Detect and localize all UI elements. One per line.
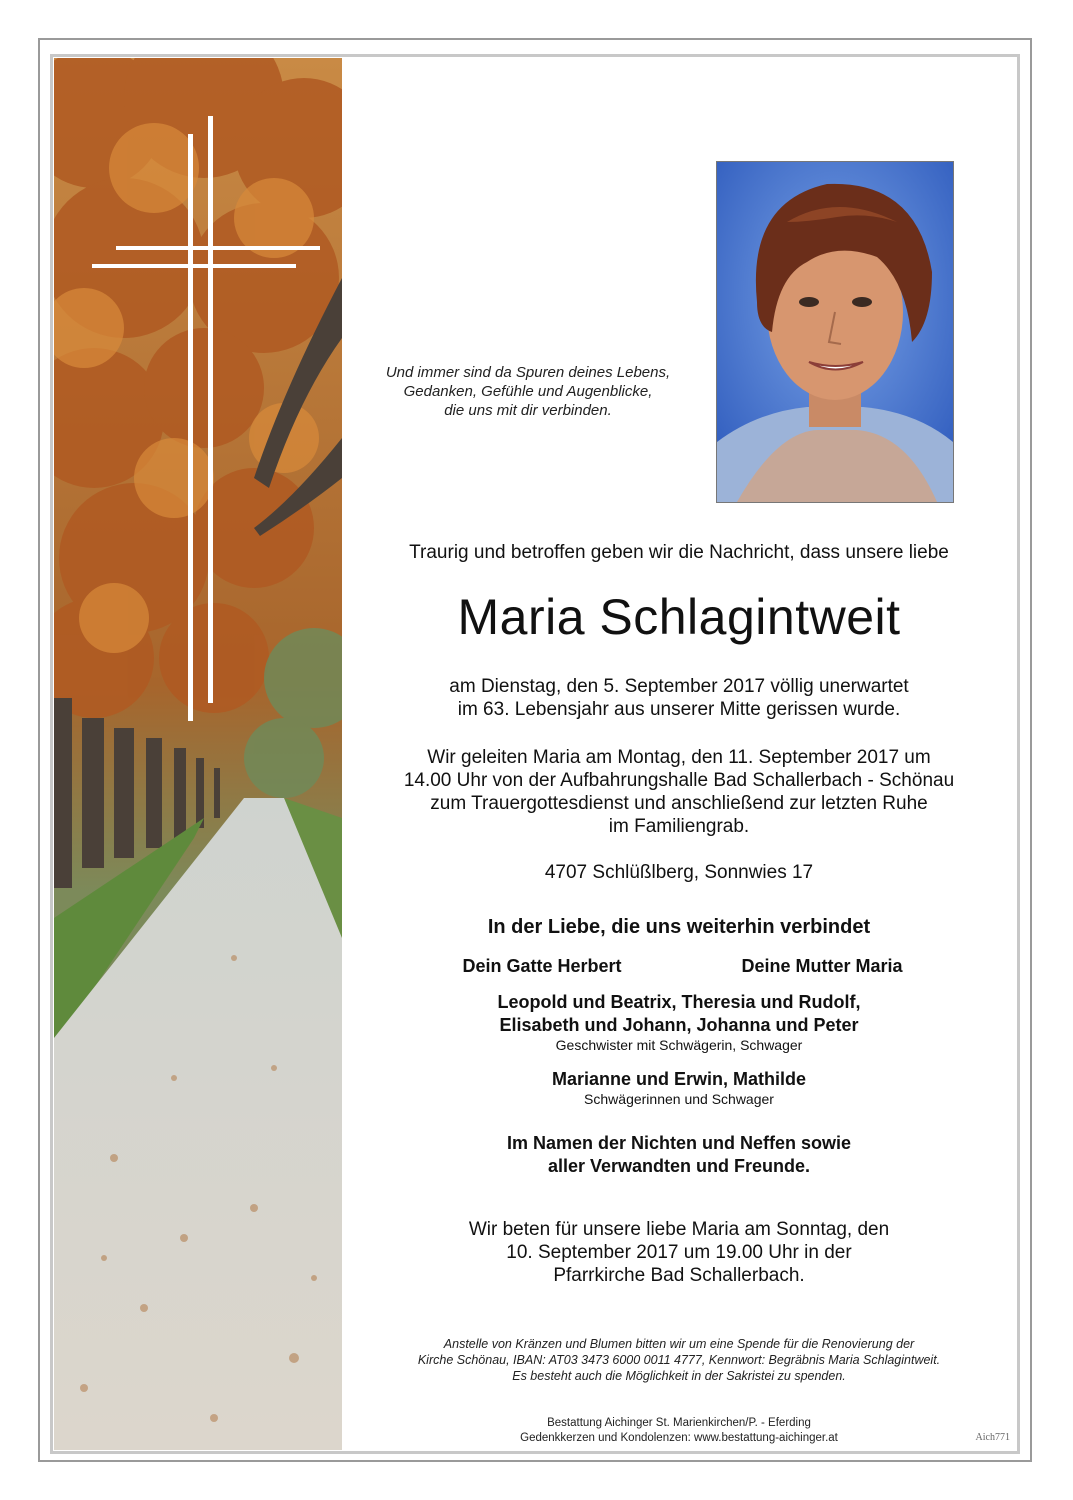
siblings-line: Elisabeth und Johann, Johanna und Peter [499,1015,859,1035]
lead-sentence: Traurig und betroffen geben wir die Nachricht, dass unsere liebe [409,542,949,563]
siblings-names [342,991,1016,1037]
quote-line: Und immer sind da Spuren deines Lebens, [385,364,671,381]
mother-name: Deine Mutter Maria [741,956,903,976]
memorial-quote [356,363,700,420]
autumn-alley-illustration [54,58,342,1450]
donation-line: Anstelle von Kränzen und Blumen bitten wir um eine Spende für die Renovierung der [443,1337,915,1351]
relatives-statement [342,1132,1016,1178]
prayer-line: Pfarrkirche Bad Schallerbach. [553,1265,805,1286]
deceased-name: Maria Schlagintweit [457,589,901,645]
siblings-note: Geschwister mit Schwägerin, Schwager [555,1037,803,1053]
donation-line: Es besteht auch die Möglichkeit in der Sakristei zu spenden. [512,1369,846,1383]
relatives-line: aller Verwandten und Freunde. [547,1156,811,1176]
mourners-heading: In der Liebe, die uns weiterhin verbindet [487,916,871,938]
donation-note [362,1336,996,1384]
prayer-info [342,1218,1016,1287]
address: 4707 Schlüßlberg, Sonnwies 17 [544,862,814,883]
husband-name: Dein Gatte Herbert [462,956,622,976]
autumn-alley-image [54,58,342,1450]
donation-line: Kirche Schönau, IBAN: AT03 3473 6000 0011 4777, Kennwort: Begräbnis Maria Schlagintweit. [417,1353,941,1367]
death-line: im 63. Lebensjahr aus unserer Mitte gerissen wurde. [457,699,901,720]
death-notice [342,675,1016,721]
prayer-line: Wir beten für unsere liebe Maria am Sonntag, den [468,1219,890,1240]
prayer-line: 10. September 2017 um 19.00 Uhr in der [506,1242,852,1263]
funeral-line: 14.00 Uhr von der Aufbahrungshalle Bad Schallerbach - Schönau [403,770,955,791]
funeral-line: Wir geleiten Maria am Montag, den 11. September 2017 um [427,747,931,768]
inlaws-names: Marianne und Erwin, Mathilde [551,1069,807,1089]
relatives-line: Im Namen der Nichten und Neffen sowie [506,1133,852,1153]
funeral-info [342,746,1016,838]
quote-line: die uns mit dir verbinden. [444,402,612,419]
portrait-illustration [717,162,953,502]
siblings-line: Leopold und Beatrix, Theresia und Rudolf, [497,992,861,1012]
death-line: am Dienstag, den 5. September 2017 völlig unerwartet [449,676,909,697]
obituary-content [342,58,1016,1450]
quote-line: Gedanken, Gefühle und Augenblicke, [403,383,653,400]
funeral-line: im Familiengrab. [608,816,750,837]
footer-line: Bestattung Aichinger St. Marienkirchen/P. - Eferding [547,1417,811,1429]
footer-line: Gedenkkerzen und Kondolenzen: www.bestattung-aichinger.at [520,1432,838,1444]
portrait-photo [716,161,954,503]
funeral-home-footer [362,1416,996,1446]
funeral-line: zum Trauergottesdienst und anschließend zur letzten Ruhe [430,793,928,814]
inlaws-note: Schwägerinnen und Schwager [584,1091,774,1107]
document-code: Aich771 [975,1432,1010,1443]
